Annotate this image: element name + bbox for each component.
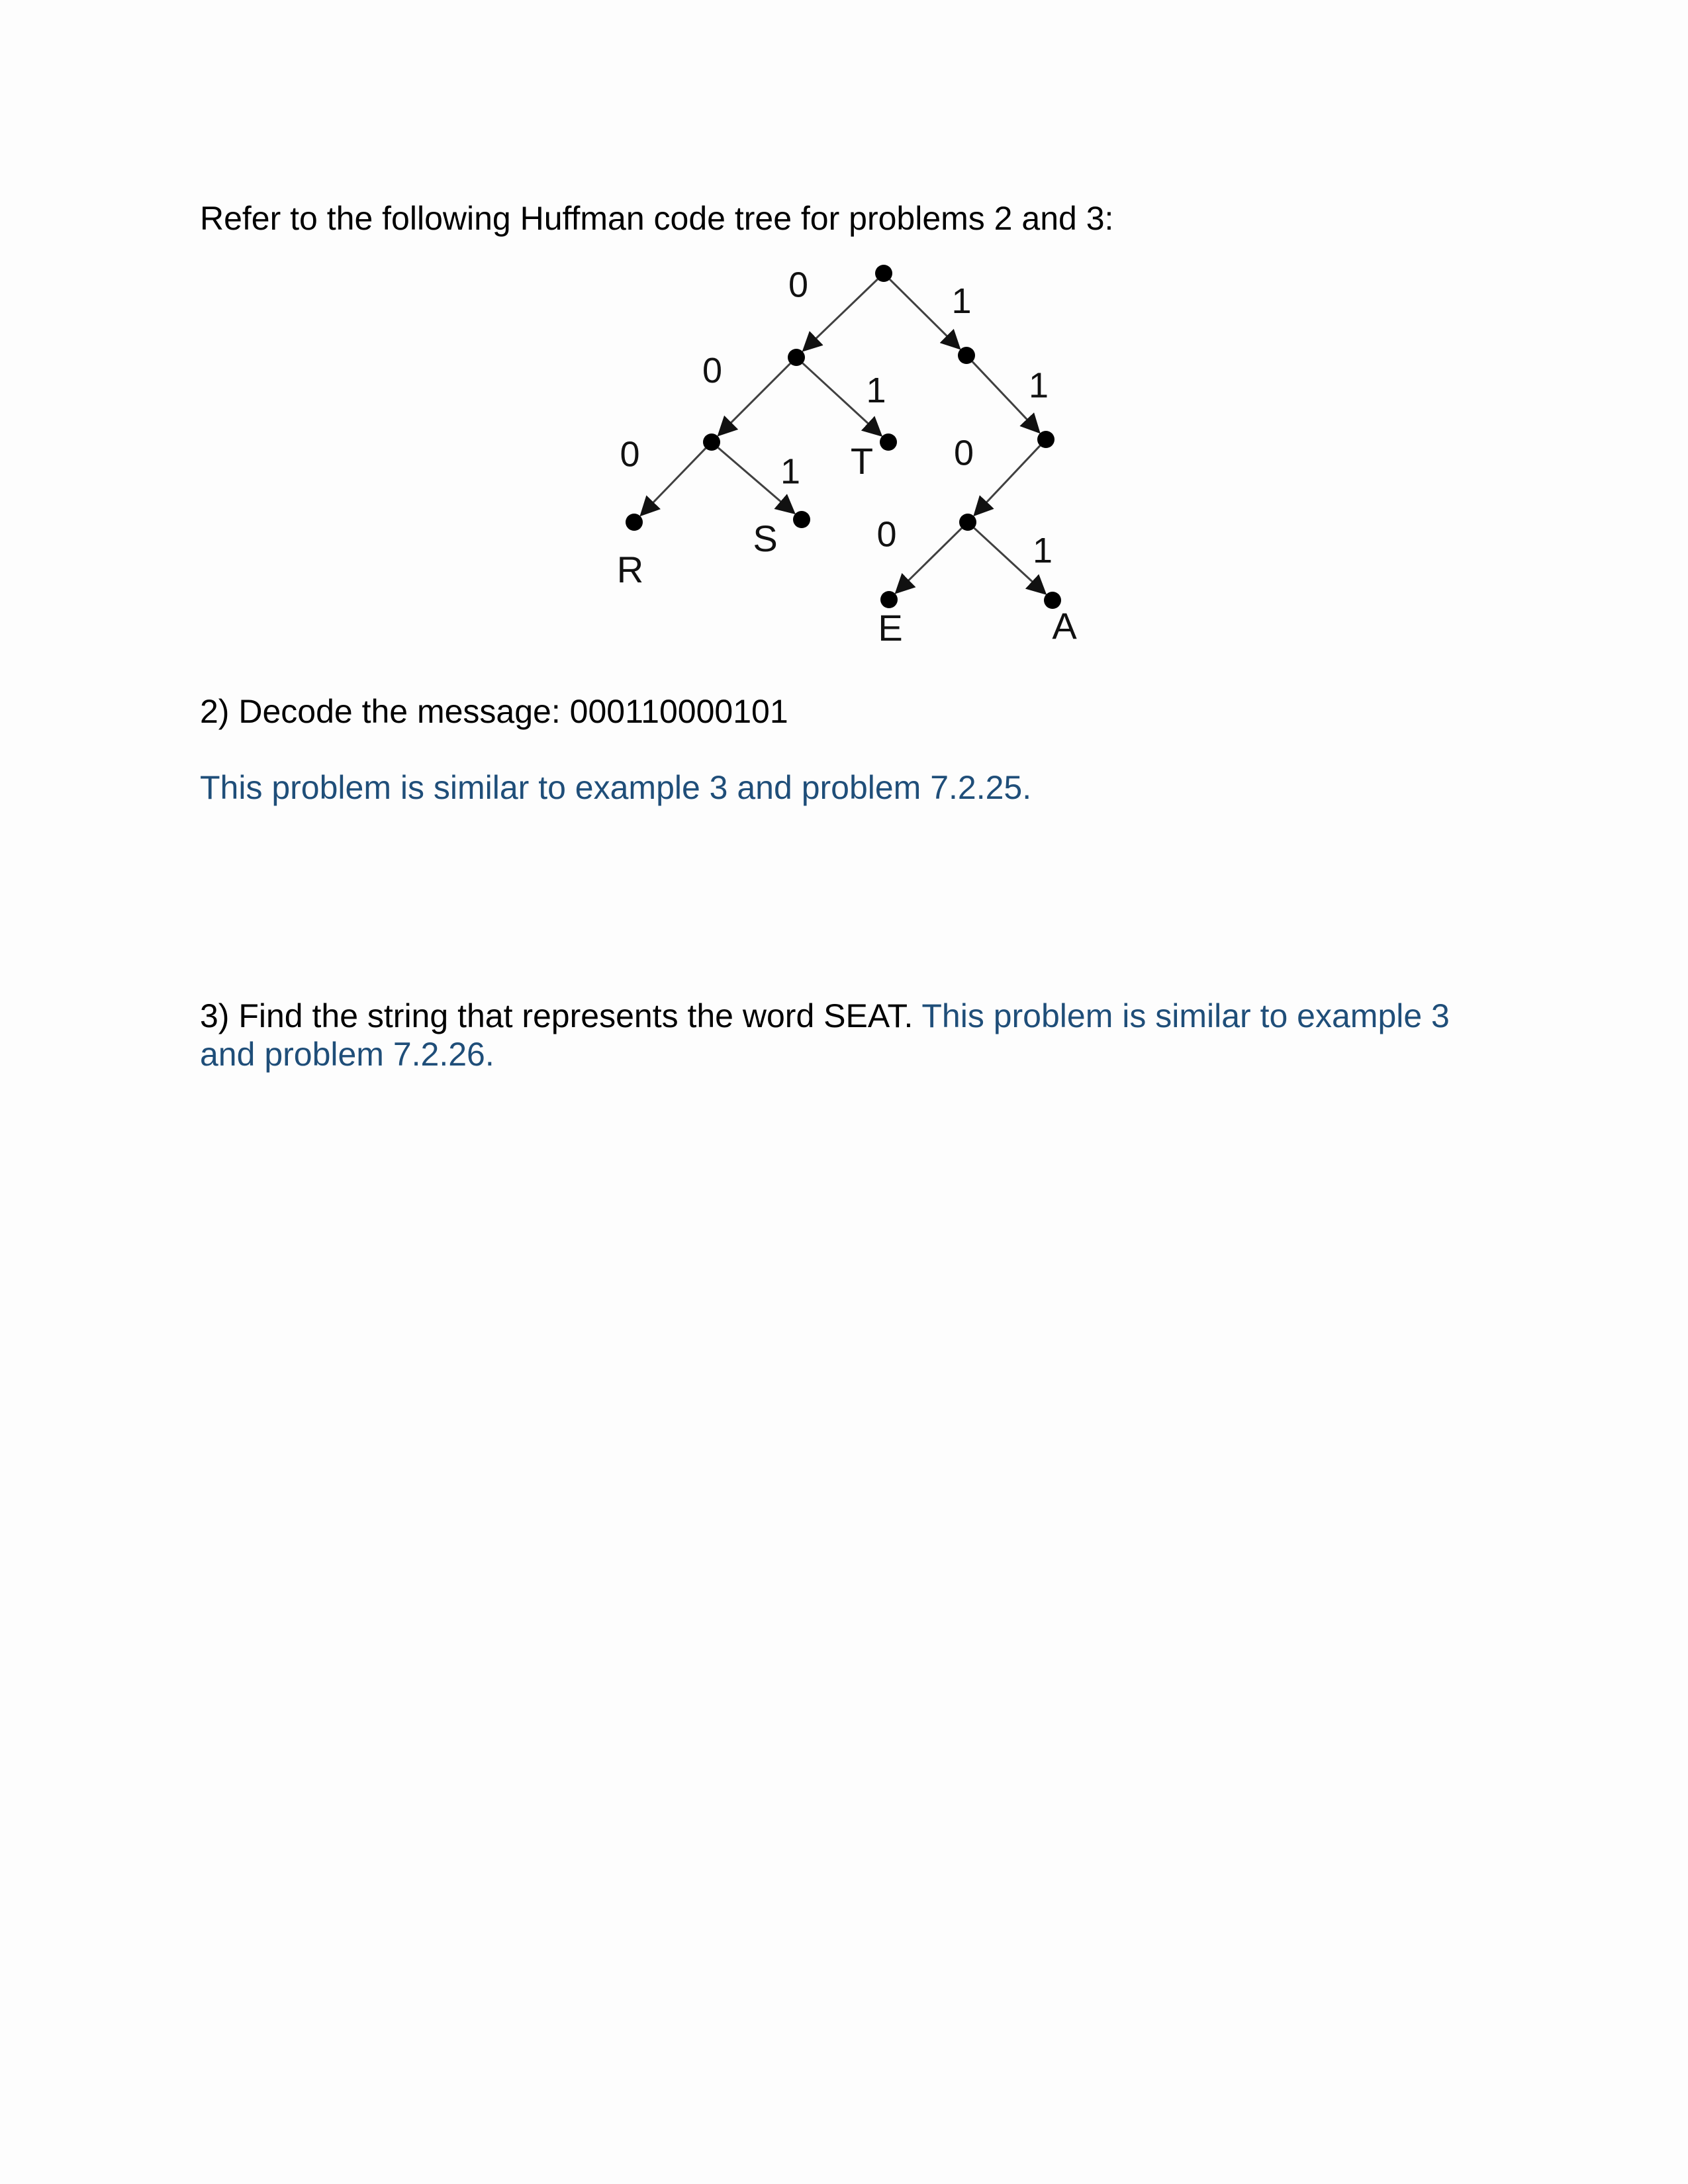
tree-node-T bbox=[880, 433, 897, 451]
tree-node-n00 bbox=[703, 433, 720, 451]
edge-bit-n110-A: 1 bbox=[1033, 531, 1053, 570]
tree-edge-n110-E bbox=[896, 528, 962, 592]
tree-node-R bbox=[626, 514, 643, 531]
problem-3-line-1 bbox=[200, 996, 1450, 1036]
edge-bit-n00-S: 1 bbox=[780, 451, 801, 492]
tree-node-n0 bbox=[788, 349, 805, 366]
edge-bit-n11-n110: 0 bbox=[954, 433, 974, 473]
intro-text: Refer to the following Huffman code tree for problems 2 and 3: bbox=[200, 200, 1114, 237]
leaf-label-R: R bbox=[616, 549, 644, 590]
tree-edge-n11-n110 bbox=[974, 445, 1040, 515]
tree-node-E bbox=[880, 591, 898, 608]
leaf-label-S: S bbox=[753, 518, 778, 559]
edge-bit-n1-n11: 1 bbox=[1029, 365, 1049, 406]
tree-node-n110 bbox=[959, 514, 976, 531]
leaf-label-A: A bbox=[1052, 605, 1077, 647]
edge-bit-n110-E: 0 bbox=[876, 514, 897, 555]
problem-3-hint-part-1: This problem is similar to example 3 bbox=[921, 997, 1450, 1034]
huffman-code-tree bbox=[0, 0, 1688, 662]
tree-node-S bbox=[793, 511, 810, 528]
problem-3-hint-part-2: and problem 7.2.26. bbox=[200, 1036, 494, 1073]
leaf-label-E: E bbox=[878, 607, 903, 649]
tree-edge-n00-R bbox=[641, 448, 706, 515]
tree-edge-n0-n00 bbox=[719, 363, 790, 435]
edge-bit-n0-T: 1 bbox=[866, 371, 886, 410]
tree-edge-root-n1 bbox=[890, 279, 959, 348]
edge-bit-n0-n00: 0 bbox=[702, 351, 723, 390]
tree-edge-root-n0 bbox=[804, 279, 878, 351]
problem-2-question: 2) Decode the message: 000110000101 bbox=[200, 693, 788, 730]
leaf-label-T: T bbox=[850, 440, 874, 482]
edge-bit-root-n1: 1 bbox=[951, 281, 972, 321]
edge-bit-root-n0: 0 bbox=[788, 265, 809, 305]
problem-3-question: 3) Find the string that represents the word SEAT. bbox=[200, 997, 914, 1034]
edge-bit-n00-R: 0 bbox=[620, 434, 640, 475]
tree-node-root bbox=[875, 265, 892, 282]
tree-node-n11 bbox=[1037, 431, 1055, 448]
tree-node-n1 bbox=[958, 347, 975, 364]
problem-2-hint: This problem is similar to example 3 and problem 7.2.25. bbox=[200, 769, 1032, 806]
